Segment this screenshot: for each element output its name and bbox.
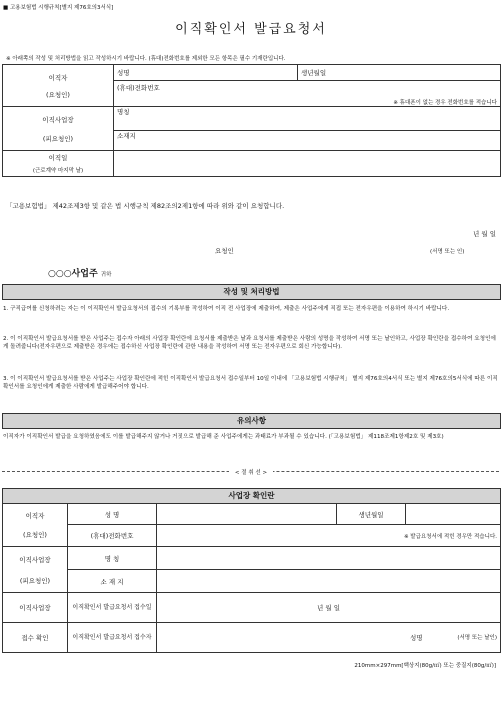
method-item-3: 3. 이 이직확인서 발급요청서를 받은 사업주는 사업장 확인란에 적힌 이직확인서 발급요청서 접수일부터 10일 이내에 「고용보험법 시행규칙」 별지 제76호의4서식 또는 별지 제76호의5서식에 따른 이직확인서를 요청인에게 제출한 사람에게 발급해주어야 합니다. xyxy=(3,376,498,390)
confirm-phone-note: ※ 발급요청서에 적힌 경우만 적습니다. xyxy=(157,525,501,547)
section-confirm: 사업장 확인란 xyxy=(2,488,501,504)
confirm-table xyxy=(2,503,501,653)
leave-date-field[interactable] xyxy=(114,151,501,177)
addressee: ○○○사업주 귀하 xyxy=(48,269,112,279)
confirm-wp-address-label: 소 재 지 xyxy=(68,570,157,593)
footer-paper-spec: 210mm×297mm[백상지(80g/㎡) 또는 중질지(80g/㎡)] xyxy=(354,663,496,669)
receiver-field[interactable]: 성명 (서명 또는 날인) xyxy=(157,623,501,653)
confirm-wp-name-field[interactable] xyxy=(157,547,501,570)
page-title: 이직확인서 발급요청서 xyxy=(175,22,327,37)
confirm-workplace-label: 이직사업장 (피요청인) xyxy=(3,547,68,593)
confirm-name-field[interactable] xyxy=(157,504,337,525)
phone-field[interactable]: (휴대)전화번호 ※ 휴대폰이 없는 경우 전화번호를 적습니다 xyxy=(114,81,501,107)
confirm-phone-label: (휴대)전화번호 xyxy=(68,525,157,547)
confirm-receipt-label: 접수 확인 xyxy=(3,623,68,653)
request-form-table xyxy=(2,64,501,177)
receiver-label: 이직확인서 발급요청서 접수자 xyxy=(68,623,157,653)
leave-date-label: 이직일 (근로계약 마지막 날) xyxy=(3,151,114,177)
confirm-name-label: 성 명 xyxy=(68,504,157,525)
confirm-wp-address-field[interactable] xyxy=(157,570,501,593)
received-date-field[interactable]: 년 월 일 xyxy=(157,593,501,623)
received-date-label: 이직확인서 발급요청서 접수일 xyxy=(68,593,157,623)
method-item-2: 2. 이 이직확인서 발급요청서를 받은 사업주는 접수자 아래의 사업장 확인란에 요청서를 제출받은 날과 요청서를 제출받은 사람의 성명을 작성하여 서명 또는 날인하고, 사업장 확인란을 접수하여 요청인에게 돌려줍니다(전자우편으로 제출받은 경우에는 접수하신 사업장 확인란에 관한 내용을 작성하여 서명 또는 전자우편으로 회신 가능합니다). xyxy=(3,336,496,350)
confirm-birth-field[interactable] xyxy=(406,504,501,525)
cut-line-label: < 절 취 선 > xyxy=(0,468,502,476)
sign-label: (서명 또는 인) xyxy=(430,249,465,255)
form-tag: ■ 고용보험법 시행규칙[별지 제76호의3서식] xyxy=(3,5,114,11)
applicant-label: 요청인 xyxy=(215,247,234,255)
workplace-address-field[interactable]: 소재지 xyxy=(114,131,501,151)
workplace-name-field[interactable]: 명칭 xyxy=(114,107,501,131)
request-text: 「고용보험법」 제42조제3항 및 같은 법 시행규칙 제82조의2제1항에 따라 위와 같이 요청합니다. xyxy=(6,202,285,210)
confirm-wp-name-label: 명 칭 xyxy=(68,547,157,570)
caution-text: 이직자가 이직확인서 발급을 요청하였음에도 이를 발급해주지 않거나 거짓으로 발급해 준 사업주에게는 과태료가 부과될 수 있습니다. (「고용보험법」 제118조제1항제2호 및 제3호) xyxy=(3,434,444,440)
notice-text: ※ 아래쪽의 작성 및 처리방법을 읽고 작성하시기 바랍니다. (휴대)전화번호를 제외한 모든 항목은 필수 기재란입니다. xyxy=(6,56,286,62)
requester-label: 이직자 (요청인) xyxy=(3,65,114,107)
method-item-1: 1. 구직급여를 신청하려는 자는 이 이직확인서 발급요청서의 접수의 기록부를 작성하여 이직 전 사업장에 제출하여, 제출은 사업주에게 직접 또는 전자우편을 이용하여 하시기 바랍니다. xyxy=(3,306,450,312)
name-field[interactable]: 성명 xyxy=(114,65,298,81)
confirm-company-label: 이직사업장 xyxy=(3,593,68,623)
confirm-requester-label: 이직자 (요청인) xyxy=(3,504,68,547)
section-caution: 유의사항 xyxy=(2,413,501,429)
date-line: 년 월 일 xyxy=(473,230,496,238)
birth-field[interactable]: 생년월일 xyxy=(298,65,501,81)
section-method: 작성 및 처리방법 xyxy=(2,284,501,300)
confirm-birth-label: 생년월일 xyxy=(337,504,406,525)
workplace-label: 이직사업장 (피요청인) xyxy=(3,107,114,151)
